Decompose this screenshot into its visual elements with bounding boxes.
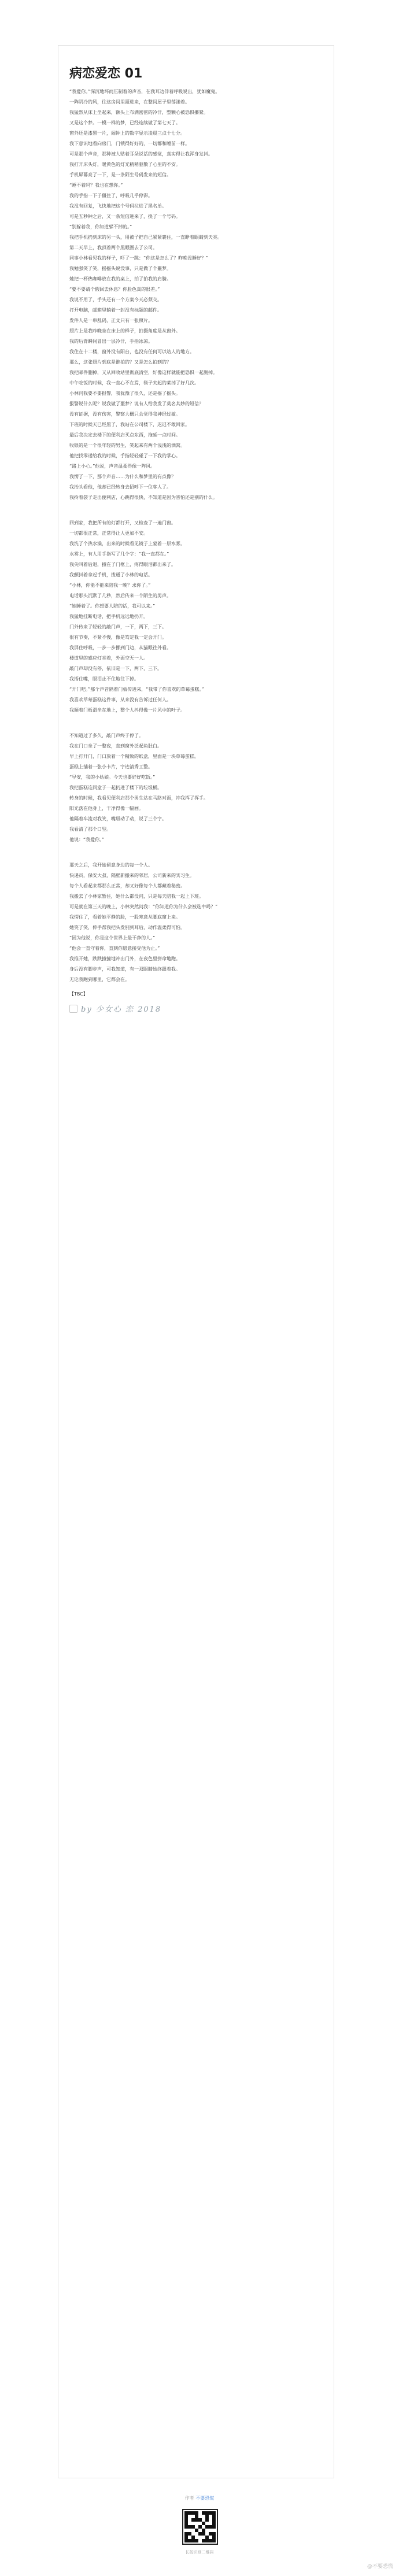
author-prefix: 作者	[184, 2496, 196, 2501]
ending-label: 【TBC】	[69, 991, 88, 997]
paragraph: 手机屏幕亮了一下，是一条陌生号码发来的短信。	[69, 172, 171, 177]
signature	[69, 1003, 322, 1014]
paragraph: 同事小林看见我的样子，吓了一跳：“你这是怎么了？昨晚没睡好？”	[69, 256, 209, 261]
paragraph: 早上打开门，门口放着一个精致的纸盒，里面是一块草莓蛋糕。	[69, 754, 199, 759]
paragraph: 我说不用了，手头还有一个方案今天必须交。	[69, 297, 162, 302]
paragraph: 我抬头看他，他却已经转身去招呼下一位客人了。	[69, 484, 171, 490]
section-1	[69, 87, 322, 503]
paragraph: “路上小心。”他说，声音温柔得像一阵风。	[69, 464, 156, 469]
paragraph: 他把找零递给我的时候，手指轻轻碰了一下我的掌心。	[69, 453, 180, 458]
author-line	[0, 2495, 399, 2501]
paragraph: 电话那头沉默了几秒，然后传来一个陌生的男声。	[69, 593, 171, 598]
qr-module	[212, 2525, 216, 2529]
paragraph: 我打开床头灯，暖黄色的灯光稍稍驱散了心里的不安。	[69, 162, 180, 167]
paragraph: 门外传来了轻轻的敲门声，一下，两下，三下。	[69, 624, 167, 630]
section-2	[69, 518, 322, 716]
paragraph: 我的手指一下子僵住了，呼吸几乎停滞。	[69, 193, 153, 198]
paragraph: 我推开她，跌跌撞撞地冲出门外，在夜色里拼命地跑。	[69, 956, 180, 961]
qr-caption: 长按识别二维码	[185, 2550, 214, 2555]
paragraph: 一阵阴冷的风，往这房间里灌进来，在整间屋子里荡漾着。	[69, 99, 190, 105]
paragraph: 下班的时候天已经黑了，我站在公司楼下，迟迟不敢回家。	[69, 422, 190, 427]
paragraph: 回到家，我把所有的灯都打开，又检查了一遍门窗。	[69, 520, 176, 525]
paragraph: “我爱你。”深沉地坏而压制着的声音，在我耳边伴着呼吸说出，犹如魔鬼。	[69, 89, 220, 94]
paragraph: 那天之后，我开始留意身边的每一个人。	[69, 863, 153, 868]
paragraph: 楼道里的感应灯亮着，外面空无一人。	[69, 656, 148, 661]
paragraph: 可是那个声音，那种被人贴着耳朵说话的感觉，真实得让我浑身发抖。	[69, 151, 213, 157]
paragraph: 窗外还是漆黑一片，闹钟上的数字显示凌晨三点十七分。	[69, 131, 185, 136]
paragraph: 我拎着袋子走出便利店，心跳得很快，不知道是因为害怕还是别的什么。	[69, 495, 217, 500]
paragraph: 我猛地挂断电话，把手机远远地扔开。	[69, 614, 148, 619]
paragraph: 我喜欢草莓蛋糕这件事，从来没有告诉过任何人。	[69, 697, 171, 702]
paragraph: 我搬去了小林家暂住，她什么都没问，只是每天陪我一起上下班。	[69, 894, 204, 899]
paragraph: 我把邮件删掉，又从回收站里彻底清空，好像这样就能把恐惧一起删掉。	[69, 370, 217, 375]
qr-module	[212, 2539, 216, 2542]
section-3	[69, 731, 322, 845]
paragraph: 我洗了个热水澡，出来的时候看见镜子上蒙着一层水雾。	[69, 541, 185, 546]
paragraph: 没有证据，没有伤害，警察大概只会觉得我神经过敏。	[69, 412, 180, 417]
paragraph: 阳光落在他身上，干净得像一幅画。	[69, 806, 143, 811]
paragraph: 中午吃饭的时候，我一直心不在焉，筷子夹起的菜掉了好几次。	[69, 380, 199, 386]
paragraph: 他说：“我爱你。”	[69, 837, 105, 842]
paragraph: 快递员，保安大叔，隔壁新搬来的邻居，公司新来的实习生。	[69, 873, 194, 878]
paragraph: 打开电脑，邮箱里躺着一封没有标题的邮件。	[69, 308, 162, 313]
paragraph: 我把手机扔到床的另一头，用被子把自己紧紧裹住，一直睁着眼睛到天亮。	[69, 235, 222, 240]
paragraph: 小林问我要不要报警，我犹豫了很久，还是摇了摇头。	[69, 391, 180, 396]
paragraph: 我捂住嘴，眼泪止不住地往下掉。	[69, 676, 139, 682]
qr-code-icon[interactable]	[182, 2509, 218, 2545]
paragraph: “睡不着吗？我也在想你。”	[69, 183, 123, 188]
paragraph: “因为他说，你是这个世界上最干净的人。”	[69, 935, 156, 941]
paragraph: 我勉强笑了笑，摇摇头说没事，只是做了个噩梦。	[69, 266, 171, 271]
signature-text: by 少女心 恋 2018	[81, 1005, 162, 1014]
paragraph: 水雾上，有人用手指写了几个字：“我一直都在。”	[69, 552, 169, 557]
paragraph: 发件人是一串乱码，正文只有一张照片。	[69, 318, 153, 323]
paragraph: “要不要请个假回去休息？你脸色真的很差。”	[69, 287, 160, 292]
paragraph: “开门吧。”那个声音隔着门板传进来，“我带了你喜欢的草莓蛋糕。”	[69, 687, 204, 692]
paragraph: 第二天早上，我顶着两个黑眼圈去了公司。	[69, 245, 157, 250]
paragraph: 我屏住呼吸，一步一步挪到门边，从猫眼往外看。	[69, 645, 171, 650]
paragraph: 又是这个梦。一模一样的梦，已经连续做了第七天了。	[69, 120, 180, 125]
paragraph: 可是就在第三天的晚上，小林突然问我：“你知道你为什么会被选中吗？”	[69, 904, 218, 909]
paragraph: “他会一直守着你，直到你愿意接受他为止。”	[69, 946, 160, 951]
section-break	[69, 716, 322, 731]
paragraph: 我猛然从床上坐起来，额头上布满密密的冷汗，整颗心被恐惧攥紧。	[69, 110, 208, 115]
article-body	[69, 87, 322, 1014]
article-title: 病恋爱恋 01	[69, 66, 143, 81]
paragraph: 我在门口坐了一整夜，直到窗外泛起鱼肚白。	[69, 743, 162, 749]
qr-module	[195, 2539, 198, 2542]
paragraph: 他隔着车流对我笑，嘴唇动了动，说了三个字。	[69, 816, 167, 821]
author-link[interactable]: 不要恐慌	[195, 2496, 215, 2501]
paragraph: 她把一杯热咖啡放在我的桌上，拍了拍我的肩膀。	[69, 276, 171, 282]
section-break	[69, 845, 322, 860]
paragraph: 我的后背瞬间冒出一层冷汗，手指冰凉。	[69, 339, 153, 344]
section-4	[69, 860, 322, 985]
paragraph: 我下意识地看向房门，门锁得好好的，一切都和睡前一样。	[69, 141, 190, 146]
paragraph: 我愣了一下，那个声音……为什么和梦里的有点像？	[69, 474, 176, 479]
paragraph: 那么，这张照片到底是谁拍的？又是怎么拍到的？	[69, 360, 171, 365]
paragraph: 不知道过了多久，敲门声终于停了。	[69, 733, 143, 738]
paragraph: “早安，我的小姑娘。今天也要好好吃饭。”	[69, 775, 156, 780]
paragraph: 我愣住了，看着她平静的脸，一股寒意从脚底窜上来。	[69, 915, 180, 920]
paragraph: 照片上是我昨晚坐在床上的样子，拍摄角度是从窗外。	[69, 328, 180, 334]
signature-stamp-icon	[69, 1005, 77, 1013]
paragraph: “她睡着了。你想要人陪的话，我可以来。”	[69, 604, 156, 609]
paragraph: 最后我决定去楼下的便利店买点东西，拖延一点时间。	[69, 432, 180, 438]
paragraph: 很有节奏，不紧不慢，像是笃定我一定会开门。	[69, 635, 167, 640]
paragraph: 转身的时候，我看见便利店那个男生站在马路对面，冲我挥了挥手。	[69, 795, 208, 801]
paragraph: “小林，你能不能来陪我一晚？求你了。”	[69, 583, 151, 588]
paragraph: 收银的是一个很年轻的男生，笑起来有两个浅浅的酒窝。	[69, 443, 185, 448]
ending-mark	[69, 991, 322, 997]
watermark: @不要恐慌	[367, 2564, 393, 2570]
paragraph: 我没有回复，飞快地把这个号码拉进了黑名单。	[69, 203, 167, 209]
paragraph: “别躲着我，你知道躲不掉的。”	[69, 224, 132, 230]
paragraph: 敲门声却没有停，依旧是一下，两下，三下。	[69, 666, 162, 671]
paragraph: 报警说什么呢？说我做了噩梦？说有人给我发了莫名其妙的短信？	[69, 401, 204, 406]
paragraph: 我住在十二楼，窗外没有阳台，也没有任何可以站人的地方。	[69, 349, 194, 354]
paragraph: 无论我跑到哪里，它都会在。	[69, 977, 130, 982]
paragraph: 身后没有脚步声，可我知道，有一双眼睛始终跟着我。	[69, 967, 180, 972]
paragraph: 蛋糕上插着一张小卡片，字迹清秀工整。	[69, 764, 153, 769]
qr-module	[205, 2518, 209, 2522]
paragraph: 我把蛋糕连同盒子一起扔进了楼下的垃圾桶。	[69, 785, 162, 790]
paragraph: 我顺着门板滑坐在地上，整个人抖得像一片风中的叶子。	[69, 708, 185, 713]
paragraph: 我看清了那个口型。	[69, 827, 111, 832]
paragraph: 她笑了笑，伸手帮我把头发别到耳后，动作温柔得可怕。	[69, 925, 185, 930]
paragraph: 可是五秒钟之后，又一条短信进来了，换了一个号码。	[69, 214, 180, 219]
paragraph: 我颤抖着拿起手机，拨通了小林的电话。	[69, 572, 153, 578]
section-break	[69, 503, 322, 518]
paragraph: 每个人看起来都那么正常，却又好像每个人都藏着秘密。	[69, 883, 185, 889]
paragraph: 一切都很正常，正常得让人更加不安。	[69, 531, 148, 536]
paragraph: 我尖叫着后退，撞在了门框上，疼得眼泪都出来了。	[69, 562, 176, 567]
